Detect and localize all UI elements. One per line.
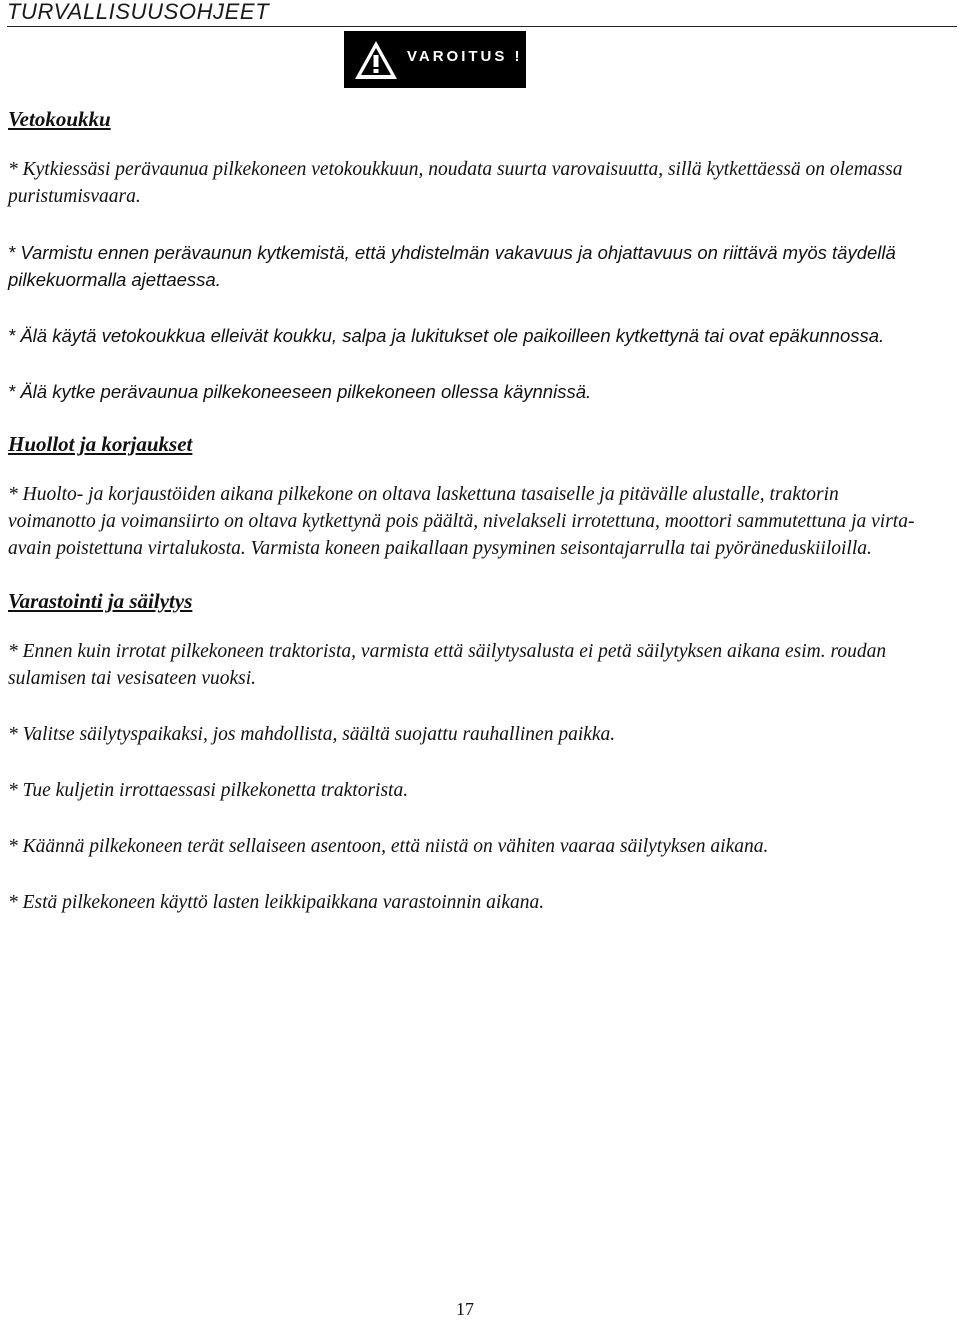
document-title: TURVALLISUUSOHJEET <box>7 0 270 24</box>
storage-item-2: * Valitse säilytyspaikaksi, jos mahdollista, säältä suojattu rauhallinen paikka. <box>8 724 616 745</box>
hitch-item-4: * Älä kytke perävaunua pilkekoneeseen pilkekoneen ollessa käynnissä. <box>8 381 592 402</box>
hitch-item-3: * Älä käytä vetokoukkua elleivät koukku, salpa ja lukitukset ole paikoilleen kytkettynä tai ovat epäkunnossa. <box>8 325 885 346</box>
storage-item-5: * Estä pilkekoneen käyttö lasten leikkipaikkana varastoinnin aikana. <box>8 892 545 913</box>
hitch-item-1: * Kytkiessäsi perävaunua pilkekoneen vetokoukkuun, noudata suurta varovaisuutta, sillä kytkettäessä on olemassa puristumisvaara. <box>8 159 903 207</box>
hitch-item-2: * Varmistu ennen perävaunun kytkemistä, että yhdistelmän vakavuus ja ohjattavuus on riittävä myös täydellä pilkekuormalla ajettaessa. <box>8 242 896 290</box>
warning-badge <box>344 31 526 88</box>
storage-item-3: * Tue kuljetin irrottaessasi pilkekonetta traktorista. <box>8 780 409 801</box>
warning-triangle-icon <box>353 38 399 82</box>
document-body <box>8 104 928 916</box>
page-header <box>7 0 957 27</box>
section-heading-storage: Varastointi ja säilytys <box>8 589 193 613</box>
section-heading-hitch: Vetokoukku <box>8 107 111 131</box>
warning-label: VAROITUS ! <box>407 48 523 65</box>
page-number: 17 <box>456 1299 474 1319</box>
storage-item-4: * Käännä pilkekoneen terät sellaiseen asentoon, että niistä on vähiten vaaraa säilytyksen aikana. <box>8 836 769 857</box>
maintenance-item-1: * Huolto- ja korjaustöiden aikana pilkekone on oltava laskettuna tasaiselle ja pitävälle alustalle, traktorin voimanotto ja voimansiirto on oltava kytkettynä pois päältä, nivelakseli irrotettuna, moottori sammutettuna ja virta-avain poistettuna virtalukosta. Varmista koneen paikallaan pysyminen seisontajarrulla tai pyöräneduskiiloilla. <box>8 484 915 559</box>
storage-item-1: * Ennen kuin irrotat pilkekoneen traktorista, varmista että säilytysalusta ei petä säilytyksen aikana esim. roudan sulamisen tai vesisateen vuoksi. <box>8 641 887 689</box>
section-heading-maintenance: Huollot ja korjaukset <box>8 432 193 456</box>
